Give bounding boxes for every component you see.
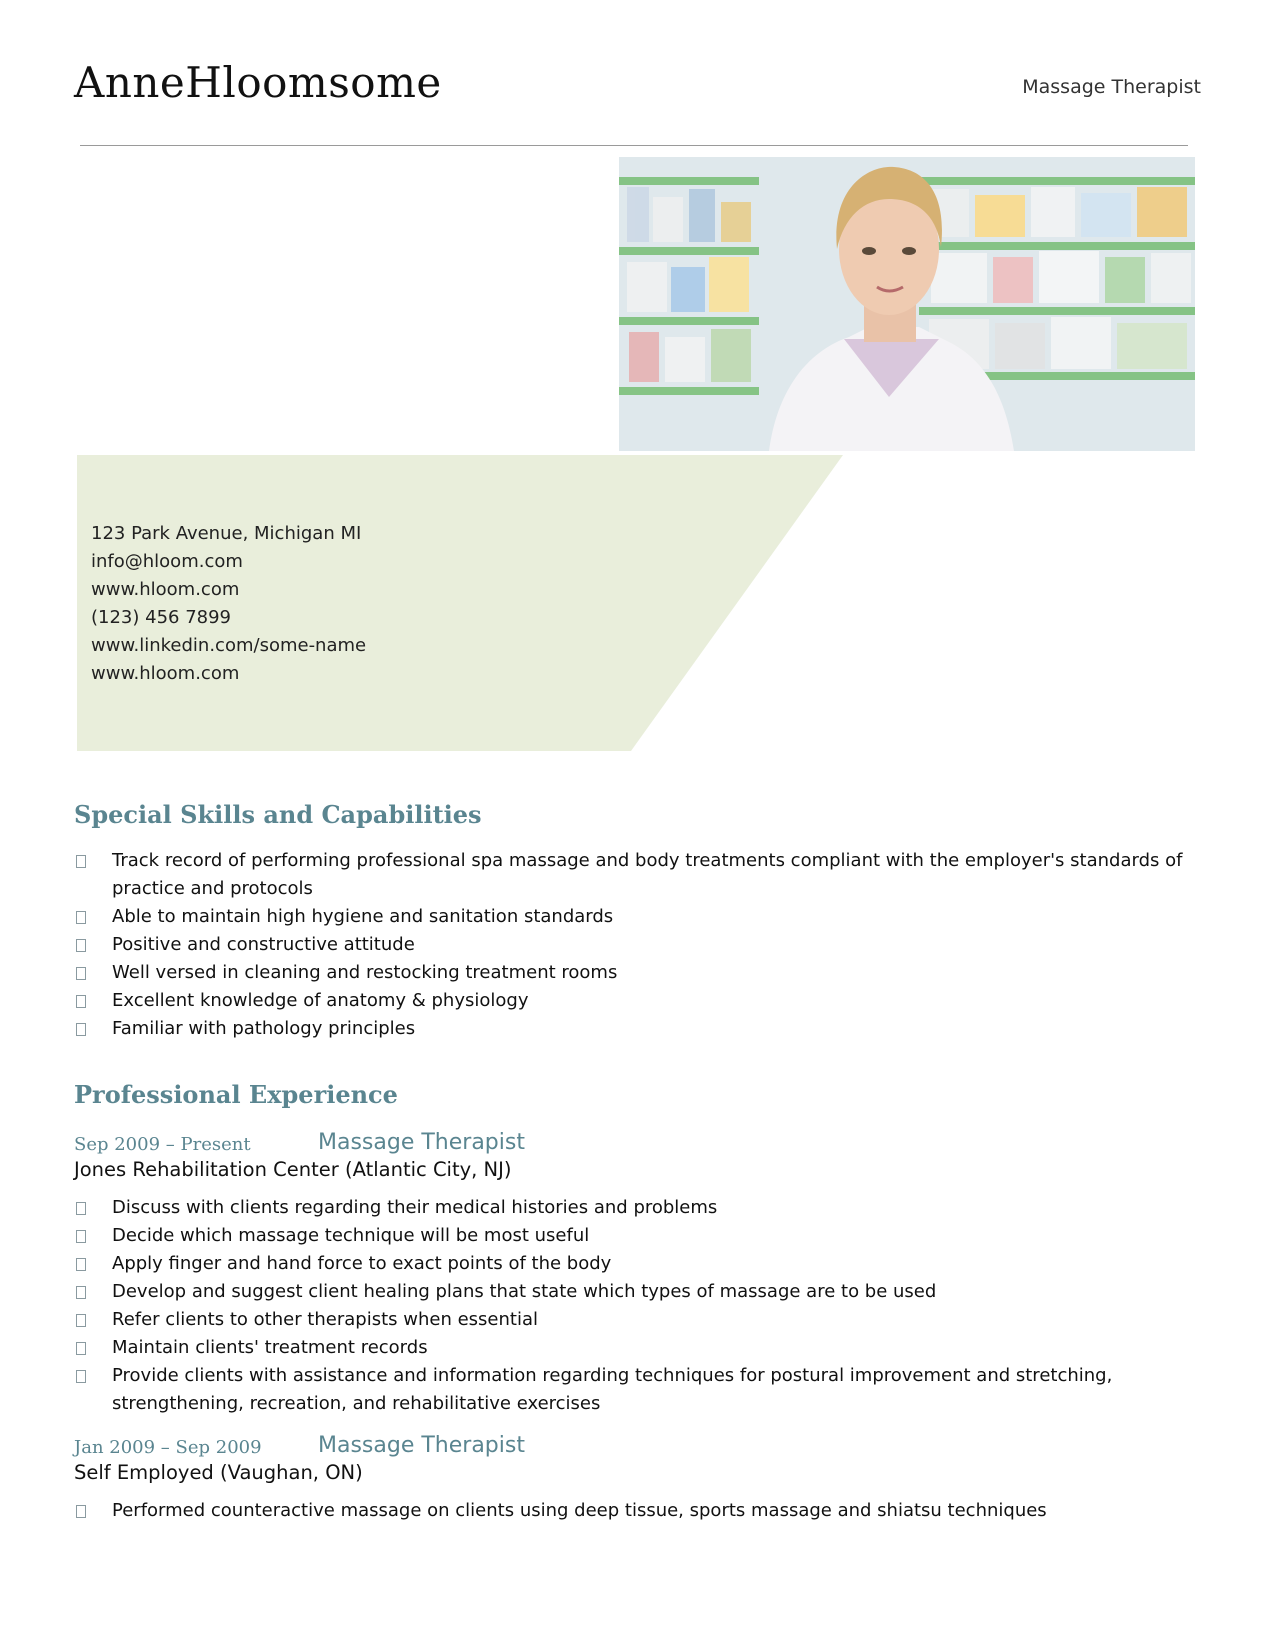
list-item [74, 1250, 1194, 1278]
list-item [74, 1222, 1194, 1250]
job-1-duties [74, 1194, 1194, 1418]
list-item [74, 847, 1194, 903]
job-2-employer: Self Employed (Vaughan, ON) [74, 1461, 363, 1484]
bullet-icon [76, 1505, 86, 1518]
skills-list [74, 847, 1194, 1043]
skills-heading: Special Skills and Capabilities [74, 800, 482, 829]
bullet-icon [76, 911, 86, 924]
bullet-icon [76, 1286, 86, 1299]
bullet-icon [76, 1258, 86, 1271]
list-item [74, 931, 1194, 959]
skill-text: Well versed in cleaning and restocking treatment rooms [112, 962, 618, 983]
bullet-icon [76, 1370, 86, 1383]
skill-text: Track record of performing professional spa massage and body treatments compliant with the employer's standards of practice and protocols [112, 850, 1183, 899]
candidate-name: AnneHloomsome [74, 58, 442, 107]
experience-heading: Professional Experience [74, 1080, 398, 1109]
email[interactable]: info@hloom.com [91, 551, 243, 572]
job-1-title: Massage Therapist [318, 1130, 525, 1155]
bullet-icon [76, 1230, 86, 1243]
linkedin[interactable]: www.linkedin.com/some-name [91, 635, 367, 656]
job-2-title: Massage Therapist [318, 1433, 525, 1458]
skill-text: Familiar with pathology principles [112, 1018, 416, 1039]
list-item [74, 959, 1194, 987]
bullet-icon [76, 1314, 86, 1327]
header-divider [80, 145, 1188, 146]
duty-text: Develop and suggest client healing plans that state which types of massage are to be used [112, 1281, 937, 1302]
address: 123 Park Avenue, Michigan MI [91, 523, 362, 544]
bullet-icon [76, 995, 86, 1008]
job-2-dates: Jan 2009 – Sep 2009 [74, 1437, 262, 1458]
duty-text: Refer clients to other therapists when essential [112, 1309, 538, 1330]
list-item [74, 1278, 1194, 1306]
job-1-dates: Sep 2009 – Present [74, 1134, 251, 1155]
skill-text: Positive and constructive attitude [112, 934, 415, 955]
list-item [74, 1334, 1194, 1362]
list-item [74, 1362, 1194, 1418]
list-item [74, 1015, 1194, 1043]
bullet-icon [76, 939, 86, 952]
list-item [74, 1306, 1194, 1334]
duty-text: Decide which massage technique will be most useful [112, 1225, 590, 1246]
list-item [74, 1194, 1194, 1222]
duty-text: Discuss with clients regarding their medical histories and problems [112, 1197, 718, 1218]
phone: (123) 456 7899 [91, 607, 232, 628]
contact-info [91, 520, 366, 688]
bullet-icon [76, 967, 86, 980]
bullet-icon [76, 1023, 86, 1036]
website-secondary[interactable]: www.hloom.com [91, 663, 240, 684]
header-role: Massage Therapist [1022, 76, 1201, 98]
list-item [74, 987, 1194, 1015]
bullet-icon [76, 855, 86, 868]
bullet-icon [76, 1342, 86, 1355]
job-1-employer: Jones Rehabilitation Center (Atlantic City, NJ) [74, 1158, 512, 1181]
skill-text: Excellent knowledge of anatomy & physiology [112, 990, 529, 1011]
job-2-duties [74, 1497, 1194, 1525]
list-item [74, 903, 1194, 931]
duty-text: Performed counteractive massage on clients using deep tissue, sports massage and shiatsu techniques [112, 1500, 1047, 1521]
skill-text: Able to maintain high hygiene and sanitation standards [112, 906, 614, 927]
duty-text: Apply finger and hand force to exact points of the body [112, 1253, 612, 1274]
list-item [74, 1497, 1194, 1525]
duty-text: Maintain clients' treatment records [112, 1337, 428, 1358]
bullet-icon [76, 1202, 86, 1215]
profile-photo [619, 157, 1195, 451]
duty-text: Provide clients with assistance and information regarding techniques for postural improvement and stretching, strengthening, recreation, and rehabilitative exercises [112, 1365, 1113, 1414]
website[interactable]: www.hloom.com [91, 579, 240, 600]
